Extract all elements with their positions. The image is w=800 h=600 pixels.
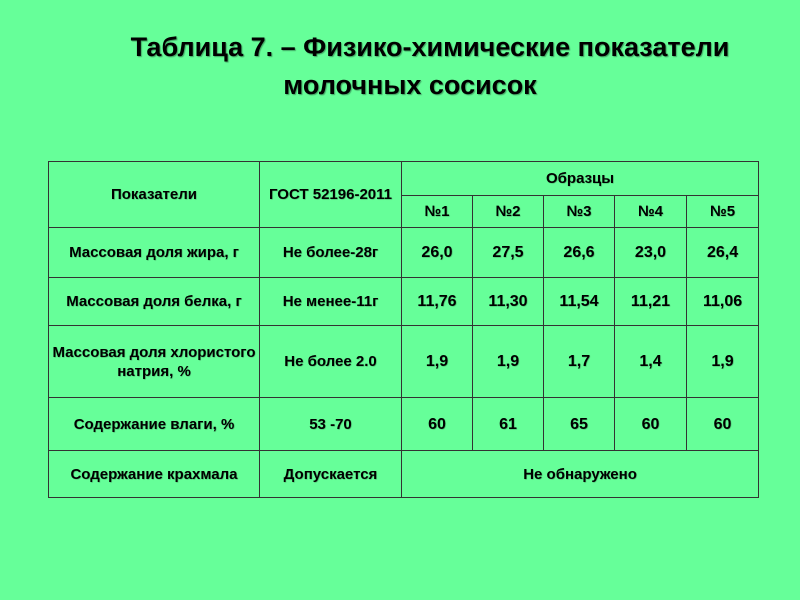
header-gost: ГОСТ 52196-2011 [260, 162, 402, 228]
table-cell: 11,30 [473, 278, 544, 326]
physico-chemical-table [48, 161, 759, 498]
table-cell: 26,4 [687, 228, 759, 278]
table-cell: 11,21 [615, 278, 687, 326]
header-sample-1: №1 [402, 196, 473, 228]
table-cell: 61 [473, 398, 544, 451]
table-cell: 60 [615, 398, 687, 451]
table-row [49, 326, 759, 398]
table-cell: 1,9 [687, 326, 759, 398]
row-label-moisture: Содержание влаги, % [49, 398, 260, 451]
header-samples: Образцы [402, 162, 759, 196]
table-cell: 11,76 [402, 278, 473, 326]
row-gost-moisture: 53 -70 [260, 398, 402, 451]
table-row [49, 398, 759, 451]
row-label-fat: Массовая доля жира, г [49, 228, 260, 278]
table-cell: 11,54 [544, 278, 615, 326]
starch-result-cell: Не обнаружено [402, 451, 759, 498]
title-line-2: молочных сосисок [283, 70, 537, 100]
table-cell: 27,5 [473, 228, 544, 278]
table-cell: 60 [687, 398, 759, 451]
row-label-starch: Содержание крахмала [49, 451, 260, 498]
table-cell: 1,4 [615, 326, 687, 398]
row-gost-salt: Не более 2.0 [260, 326, 402, 398]
header-sample-2: №2 [473, 196, 544, 228]
table-row [49, 228, 759, 278]
table-cell: 26,6 [544, 228, 615, 278]
table-cell: 11,06 [687, 278, 759, 326]
row-label-salt: Массовая доля хлористого натрия, % [49, 326, 260, 398]
header-sample-4: №4 [615, 196, 687, 228]
header-row-1 [49, 162, 759, 196]
header-sample-3: №3 [544, 196, 615, 228]
row-gost-starch: Допускается [260, 451, 402, 498]
table-row [49, 278, 759, 326]
table-cell: 60 [402, 398, 473, 451]
row-gost-fat: Не более-28г [260, 228, 402, 278]
table-cell: 23,0 [615, 228, 687, 278]
row-gost-protein: Не менее-11г [260, 278, 402, 326]
title-line-1: Таблица 7. – Физико-химические показатели [130, 32, 730, 62]
header-sample-5: №5 [687, 196, 759, 228]
header-indicators: Показатели [49, 162, 260, 228]
table-row [49, 451, 759, 498]
table-cell: 26,0 [402, 228, 473, 278]
table-cell: 1,9 [402, 326, 473, 398]
row-label-protein: Массовая доля белка, г [49, 278, 260, 326]
table-cell: 1,7 [544, 326, 615, 398]
table-cell: 1,9 [473, 326, 544, 398]
table-cell: 65 [544, 398, 615, 451]
page-title [0, 28, 800, 104]
